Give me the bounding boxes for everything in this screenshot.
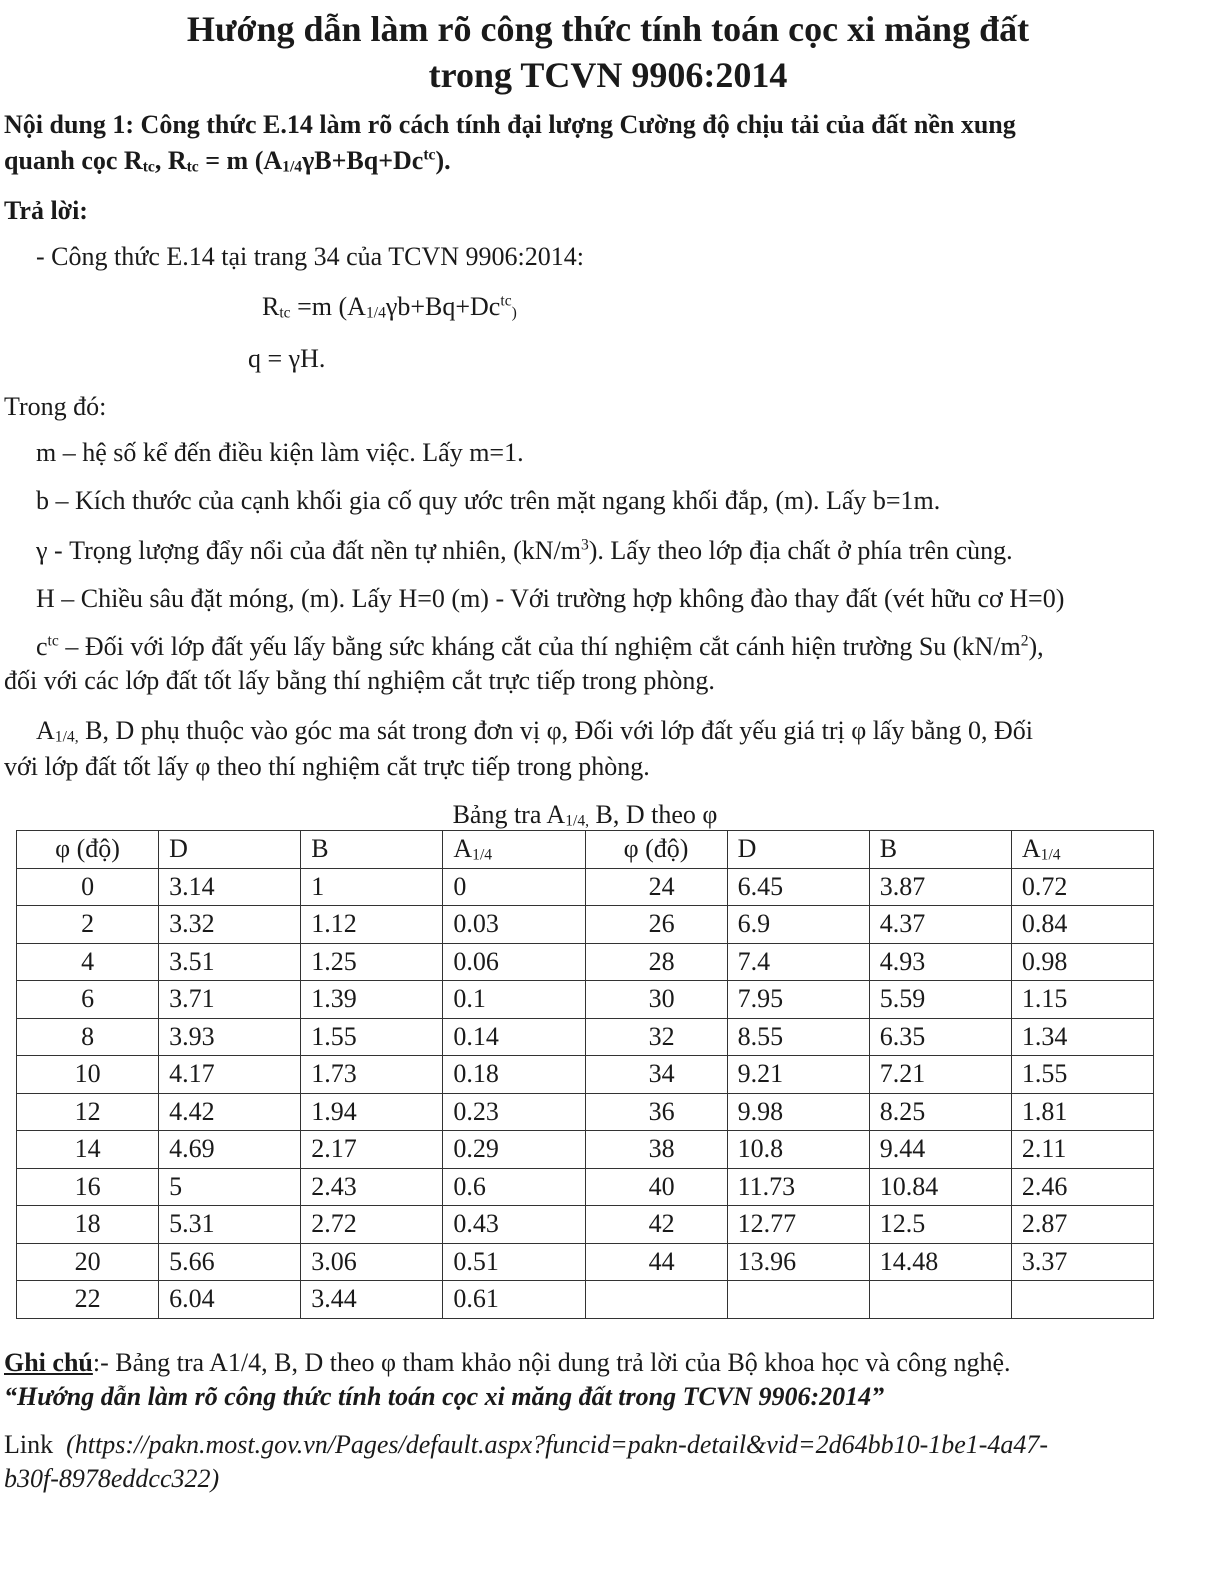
table-cell: 0.51	[443, 1243, 585, 1281]
table-cell: 1.55	[1011, 1056, 1153, 1094]
table-row	[17, 981, 1154, 1019]
question-line2: quanh cọc Rtc, Rtc = m $(A1/4\gamma B+Bq+Dc^{tc})$.	[4, 146, 451, 176]
table-cell: 2.43	[301, 1168, 443, 1206]
definition-b: b – Kích thước của cạnh khối gia cố quy ước trên mặt ngang khối đắp, (m). Lấy b=1m.	[36, 486, 941, 515]
table-row	[17, 1206, 1154, 1244]
table-cell: 1.34	[1011, 1018, 1153, 1056]
header-b: B	[301, 831, 443, 869]
table-cell: 3.14	[159, 868, 301, 906]
table-row	[17, 1281, 1154, 1319]
table-row	[17, 1168, 1154, 1206]
table-cell: 1	[301, 868, 443, 906]
table-cell: 3.93	[159, 1018, 301, 1056]
table-cell: 2	[17, 906, 159, 944]
table-row	[17, 1018, 1154, 1056]
table-cell: 9.44	[869, 1131, 1011, 1169]
table-cell: 13.96	[727, 1243, 869, 1281]
table-cell	[585, 1281, 727, 1319]
table-cell: 3.32	[159, 906, 301, 944]
table-cell: 6.35	[869, 1018, 1011, 1056]
header-a14-2: A1/4	[1011, 831, 1153, 869]
table-cell: 16	[17, 1168, 159, 1206]
table-cell: 4.17	[159, 1056, 301, 1094]
table-cell: 40	[585, 1168, 727, 1206]
note-label: Ghi chú	[4, 1348, 93, 1377]
table-cell: 44	[585, 1243, 727, 1281]
table-cell: 7.95	[727, 981, 869, 1019]
table-cell: 5.31	[159, 1206, 301, 1244]
table-cell: 42	[585, 1206, 727, 1244]
table-cell: 10	[17, 1056, 159, 1094]
coefficient-table	[16, 830, 1154, 1319]
table-row	[17, 1131, 1154, 1169]
link-line2[interactable]: b30f-8978eddcc322)	[4, 1464, 220, 1493]
table-cell: 6.45	[727, 868, 869, 906]
source-link[interactable]: (https://pakn.most.gov.vn/Pages/default.aspx?funcid=pakn-detail&vid=2d64bb10-1be1-4a47-	[66, 1430, 1049, 1459]
table-cell: 36	[585, 1093, 727, 1131]
table-cell: 14.48	[869, 1243, 1011, 1281]
document-title-line2: trong TCVN 9906:2014	[428, 55, 788, 95]
formula-rtc: Rtc =m $(A1/4\gamma b+Bq+Dc^{tc})$	[262, 292, 517, 322]
header-phi-2: φ (độ)	[585, 831, 727, 869]
table-cell: 0.03	[443, 906, 585, 944]
definition-c-line2: đối với các lớp đất tốt lấy bằng thí nghiệm cắt trực tiếp trong phòng.	[4, 666, 715, 695]
table-cell: 1.39	[301, 981, 443, 1019]
table-cell: 0.06	[443, 943, 585, 981]
table-cell: 0.29	[443, 1131, 585, 1169]
table-cell: 1.15	[1011, 981, 1153, 1019]
table-cell: 12.5	[869, 1206, 1011, 1244]
table-cell: 0.6	[443, 1168, 585, 1206]
table-cell: 1.73	[301, 1056, 443, 1094]
table-cell: 1.94	[301, 1093, 443, 1131]
table-row	[17, 1243, 1154, 1281]
table-cell: 28	[585, 943, 727, 981]
table-cell: 3.87	[869, 868, 1011, 906]
link-line1: Link (https://pakn.most.gov.vn/Pages/default.aspx?funcid=pakn-detail&vid=2d64bb10-1be1-4a47-	[4, 1430, 1049, 1459]
table-cell: 1.12	[301, 906, 443, 944]
table-cell: 4.93	[869, 943, 1011, 981]
table-cell: 5.66	[159, 1243, 301, 1281]
table-cell: 6	[17, 981, 159, 1019]
table-cell: 8.25	[869, 1093, 1011, 1131]
table-cell: 2.87	[1011, 1206, 1153, 1244]
table-cell: 10.8	[727, 1131, 869, 1169]
table-cell: 2.17	[301, 1131, 443, 1169]
table-cell: 1.55	[301, 1018, 443, 1056]
table-cell	[727, 1281, 869, 1319]
answer-label: Trả lời:	[4, 196, 88, 225]
table-cell	[869, 1281, 1011, 1319]
table-cell: 20	[17, 1243, 159, 1281]
table-cell: 7.21	[869, 1056, 1011, 1094]
definition-c-line1: $c^{tc}$ – Đối với lớp đất yếu lấy bằng sức kháng cắt của thí nghiệm cắt cánh hiện trường Su $(kN/m^2)$,	[36, 632, 1044, 661]
table-cell: 4.37	[869, 906, 1011, 944]
table-cell: 7.4	[727, 943, 869, 981]
table-cell: 5.59	[869, 981, 1011, 1019]
table-cell: 6.04	[159, 1281, 301, 1319]
definition-gamma: γ - Trọng lượng đẩy nổi của đất nền tự nhiên, $(kN/m^3)$. Lấy theo lớp địa chất ở phía trên cùng.	[36, 536, 1013, 565]
table-cell: 0.1	[443, 981, 585, 1019]
table-cell: 3.37	[1011, 1243, 1153, 1281]
table-cell: 26	[585, 906, 727, 944]
table-row	[17, 906, 1154, 944]
table-row	[17, 943, 1154, 981]
table-cell: 8	[17, 1018, 159, 1056]
table-header-row	[17, 831, 1154, 869]
table-cell: 9.21	[727, 1056, 869, 1094]
table-cell: 1.25	[301, 943, 443, 981]
table-cell: 0.84	[1011, 906, 1153, 944]
table-cell: 4.69	[159, 1131, 301, 1169]
note-line: Ghi chú:- Bảng tra A1/4, B, D theo φ tham khảo nội dung trả lời của Bộ khoa học và công nghệ.	[4, 1348, 1011, 1377]
table-cell: 0.14	[443, 1018, 585, 1056]
table-cell: 2.11	[1011, 1131, 1153, 1169]
table-caption: Bảng tra A1/4, B, D theo φ	[452, 800, 718, 830]
table-cell	[1011, 1281, 1153, 1319]
definition-m: m – hệ số kể đến điều kiện làm việc. Lấy m=1.	[36, 438, 524, 467]
table-cell: 34	[585, 1056, 727, 1094]
table-row	[17, 868, 1154, 906]
note-quote: “Hướng dẫn làm rõ công thức tính toán cọc xi măng đất trong TCVN 9906:2014”	[4, 1382, 885, 1411]
table-cell: 5	[159, 1168, 301, 1206]
definition-abd-line2: với lớp đất tốt lấy φ theo thí nghiệm cắt trực tiếp trong phòng.	[4, 752, 650, 781]
table-cell: 24	[585, 868, 727, 906]
where-label: Trong đó:	[4, 392, 107, 421]
table-cell: 0.61	[443, 1281, 585, 1319]
table-cell: 0.43	[443, 1206, 585, 1244]
table-cell: 12	[17, 1093, 159, 1131]
table-cell: 2.72	[301, 1206, 443, 1244]
table-cell: 9.98	[727, 1093, 869, 1131]
definition-abd-line1: A1/4, B, D phụ thuộc vào góc ma sát trong đơn vị φ, Đối với lớp đất yếu giá trị φ lấy bằng 0, Đối	[36, 716, 1034, 746]
definition-h: H – Chiều sâu đặt móng, (m). Lấy H=0 (m) - Với trường hợp không đào thay đất (vét hữu cơ H=0)	[36, 584, 1065, 613]
table-cell: 2.46	[1011, 1168, 1153, 1206]
header-d-2: D	[727, 831, 869, 869]
table-cell: 4.42	[159, 1093, 301, 1131]
table-cell: 8.55	[727, 1018, 869, 1056]
table-cell: 10.84	[869, 1168, 1011, 1206]
table-cell: 6.9	[727, 906, 869, 944]
table-cell: 1.81	[1011, 1093, 1153, 1131]
table-cell: 14	[17, 1131, 159, 1169]
header-a14: A1/4	[443, 831, 585, 869]
table-cell: 3.06	[301, 1243, 443, 1281]
table-cell: 0	[17, 868, 159, 906]
table-cell: 22	[17, 1281, 159, 1319]
table-cell: 3.44	[301, 1281, 443, 1319]
table-cell: 0.72	[1011, 868, 1153, 906]
table-cell: 4	[17, 943, 159, 981]
document-title-line1: Hướng dẫn làm rõ công thức tính toán cọc xi măng đất	[186, 9, 1030, 49]
table-cell: 32	[585, 1018, 727, 1056]
table-cell: 11.73	[727, 1168, 869, 1206]
question-line1: Nội dung 1: Công thức E.14 làm rõ cách tính đại lượng Cường độ chịu tải của đất nền xung	[4, 110, 1016, 139]
table-cell: 3.51	[159, 943, 301, 981]
header-d: D	[159, 831, 301, 869]
formula-intro: - Công thức E.14 tại trang 34 của TCVN 9906:2014:	[36, 242, 584, 271]
table-row	[17, 1056, 1154, 1094]
table-row	[17, 1093, 1154, 1131]
table-cell: 3.71	[159, 981, 301, 1019]
table-cell: 38	[585, 1131, 727, 1169]
table-cell: 0.23	[443, 1093, 585, 1131]
table-cell: 0	[443, 868, 585, 906]
formula-q: q = γH.	[248, 344, 326, 373]
table-cell: 12.77	[727, 1206, 869, 1244]
table-cell: 0.98	[1011, 943, 1153, 981]
header-phi: φ (độ)	[17, 831, 159, 869]
header-b-2: B	[869, 831, 1011, 869]
table-cell: 0.18	[443, 1056, 585, 1094]
table-cell: 18	[17, 1206, 159, 1244]
table-cell: 30	[585, 981, 727, 1019]
